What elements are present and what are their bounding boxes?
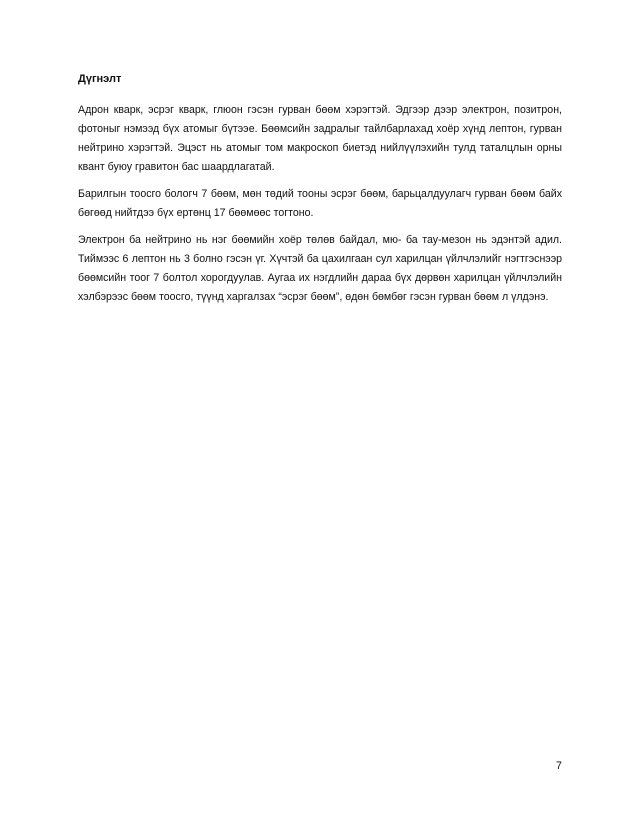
paragraph-1: Адрон кварк, эсрэг кварк, глюон гэсэн гурван бөөм хэрэгтэй. Эдгээр дээр электрон, позитрон, фотоныг нэмээд бүх атомыг бүтээе. Бөөмсийн задралыг тайлбарлахад хоёр хүнд лептон, гурван нейтрино хэрэгтэй. Эцэст нь атомыг том макроскоп биетэд нийлүүлэхийн тулд таталцлын орны квант буюу гравитон бас шаардлагатай. bbox=[78, 104, 562, 173]
paragraph-3: Электрон ба нейтрино нь нэг бөөмийн хоёр төлөв байдал, мю- ба тау-мезон нь эдэнтэй адил. Тиймээс 6 лептон нь 3 болно гэсэн үг. Хүчтэй ба цахилгаан сул харилцан үйлчлэлийг нэгтгэснээр бөөмсийн тоог 7 болтол хорогдуулав. Аугаа их нэгдлийн дараа бүх дөрвөн харилцан үйлчлэлийн хэлбэрээс бөөм тоосго, түүнд харгалзах “эсрэг бөөм”, өдөн бөмбөг гэсэн гурван бөөм л үлдэнэ. bbox=[78, 234, 562, 303]
paragraph-2: Барилгын тоосго бологч 7 бөөм, мөн төдий тооны эсрэг бөөм, барьцалдуулагч гурван бөөм байх бөгөөд нийтдээ бүх ертөнц 17 бөөмөөс тогтоно. bbox=[78, 188, 562, 219]
page-number: 7 bbox=[555, 760, 562, 772]
section-heading: Дүгнэлт bbox=[78, 73, 122, 85]
document-body bbox=[78, 72, 562, 315]
